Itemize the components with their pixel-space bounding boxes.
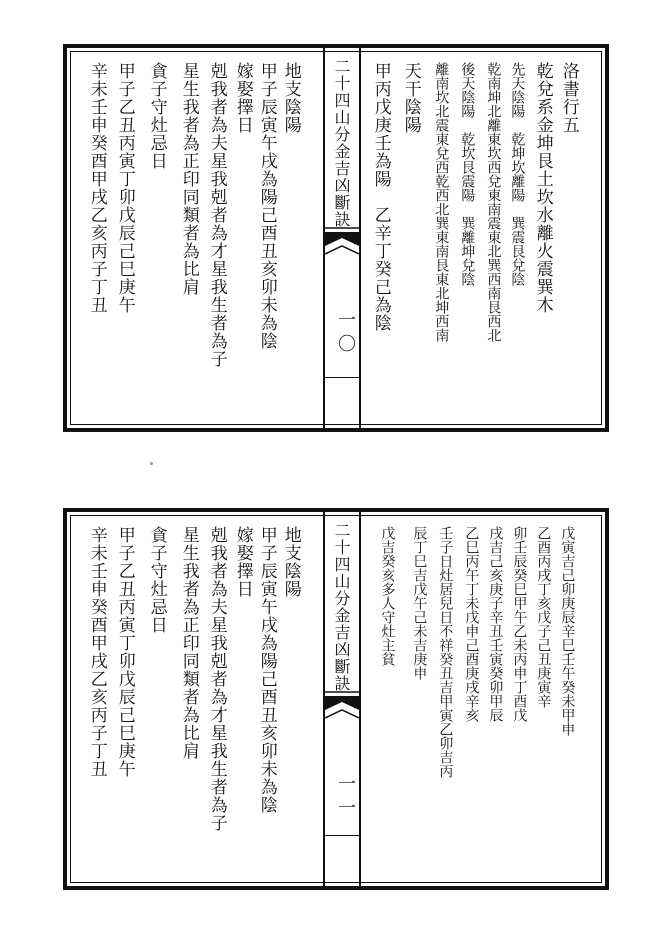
top-strip-divider [325, 377, 359, 378]
scan-speck [150, 462, 153, 465]
top-right-col-2: 乾兌系金坤艮土坎水離火震巽木 [532, 62, 553, 314]
top-right-col-3: 先天陰陽 乾坤坎離陽 巽震艮兌陰 [509, 62, 526, 286]
bottom-strip-divider [325, 835, 359, 836]
top-left-col-3: 嫁娶擇日 [232, 62, 253, 134]
top-right-col-8: 甲丙戊庚壬為陽 乙辛丁癸己為陰 [370, 62, 391, 332]
top-right-col-1: 洛書行五 [558, 62, 579, 134]
bottom-right-col-1: 戊寅吉己卯庚辰辛巳壬午癸未甲申 [559, 526, 576, 736]
bottom-left-col-8: 辛未壬申癸酉甲戌乙亥丙子丁丑 [86, 526, 107, 778]
top-left-col-4: 剋我者為夫星我剋者為才星我生者為子 [206, 62, 227, 368]
top-left-col-5: 星生我者為正印同類者為比肩 [178, 62, 199, 296]
bottom-page-number: 一一 [335, 774, 356, 822]
bottom-center-title: 二十四山分金吉凶斷訣 [332, 522, 351, 692]
top-right-col-7: 天干陰陽 [400, 62, 421, 134]
top-right-col-4: 乾南坤北離東坎西兌東南震東北巽西南艮西北 [485, 62, 502, 342]
bottom-right-col-4: 戌吉己亥庚子辛丑壬寅癸卯甲辰 [487, 526, 504, 722]
bottom-left-col-5: 星生我者為正印同類者為比肩 [178, 526, 199, 760]
top-left-col-7: 甲子乙丑丙寅丁卯戊辰己巳庚午 [114, 62, 135, 314]
bottom-right-col-5: 乙巳丙午丁未戊申己酉庚戌辛亥 [463, 526, 480, 722]
top-right-col-5: 後天陰陽 乾坎艮震陽 巽離坤兌陰 [459, 62, 476, 286]
bottom-book-page [63, 508, 609, 890]
bottom-left-col-4: 剋我者為夫星我剋者為才星我生者為子 [206, 526, 227, 832]
top-right-col-6: 離南坎北震東兌西乾西北巽東南艮東北坤西南 [433, 62, 450, 342]
bottom-right-col-3: 卯壬辰癸巳甲午乙未丙申丁酉戊 [511, 526, 528, 722]
top-left-col-2: 甲子辰寅午戌為陽己酉丑亥卯未為陰 [256, 62, 277, 350]
top-left-col-8: 辛未壬申癸酉甲戌乙亥丙子丁丑 [86, 62, 107, 314]
top-center-title: 二十四山分金吉凶斷訣 [332, 58, 351, 228]
top-left-col-1: 地支陰陽 [280, 62, 301, 134]
top-center-strip [323, 48, 361, 428]
fish-tail-ornament-icon [325, 688, 359, 738]
bottom-right-col-6: 壬子日灶居兒日不祥癸丑吉甲寅乙卯吉丙 [437, 526, 454, 778]
bottom-left-col-1: 地支陰陽 [280, 526, 301, 598]
top-left-col-6: 貪子守灶忌日 [146, 62, 167, 170]
bottom-right-col-2: 乙酉丙戌丁亥戊子己丑庚寅辛 [535, 526, 552, 708]
bottom-left-col-2: 甲子辰寅午戌為陽己酉丑亥卯未為陰 [256, 526, 277, 814]
bottom-left-col-3: 嫁娶擇日 [232, 526, 253, 598]
bottom-center-strip [323, 512, 361, 886]
top-page-number: 一〇 [335, 310, 356, 358]
top-book-page [63, 44, 609, 432]
bottom-left-col-7: 甲子乙丑丙寅丁卯戊辰己巳庚午 [114, 526, 135, 778]
bottom-left-col-6: 貪子守灶忌日 [146, 526, 167, 634]
bottom-right-col-8: 戊吉癸亥多人守灶主貧 [379, 526, 396, 666]
bottom-right-col-7: 辰丁巳吉戊午己未吉庚申 [411, 526, 428, 680]
fish-tail-ornament-icon [325, 224, 359, 274]
